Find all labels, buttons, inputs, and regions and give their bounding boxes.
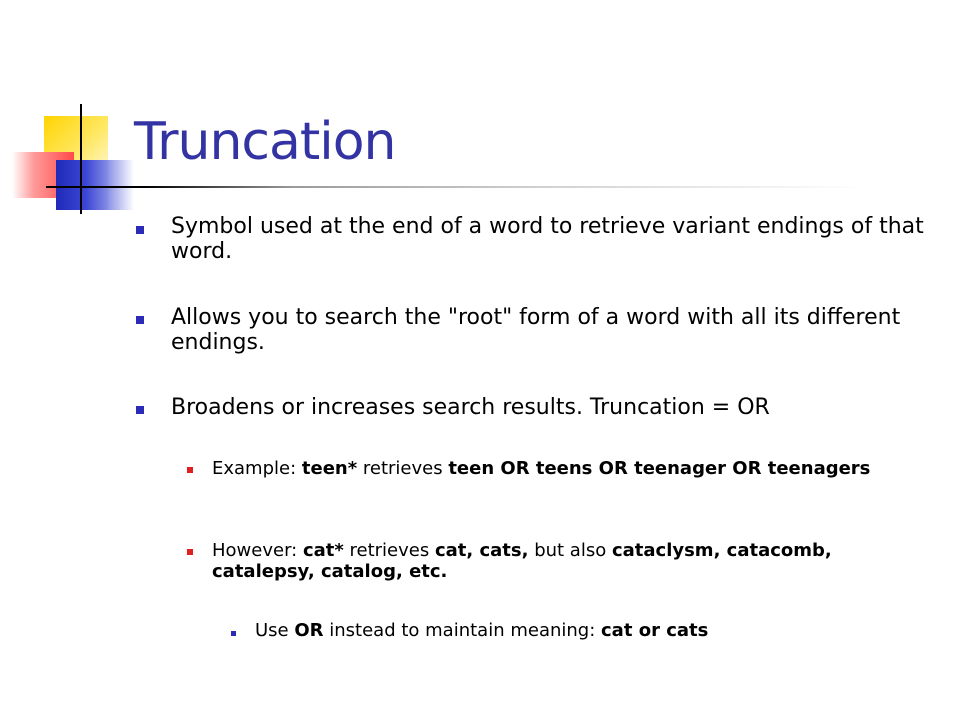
bullet-item-1 xyxy=(171,214,931,264)
bullet-marker-5 xyxy=(187,549,193,555)
slide-title: Truncation xyxy=(134,112,396,172)
bullet-item-6 xyxy=(255,620,875,641)
bullet-text-1: Symbol used at the end of a word to retrieve variant endings of that word. xyxy=(171,214,924,264)
bullet-text-3: Broadens or increases search results. Truncation = OR xyxy=(171,395,770,420)
title-underline xyxy=(46,186,866,188)
bullet-marker-6 xyxy=(231,631,236,636)
bullet-marker-3 xyxy=(136,406,144,414)
bullet-item-5 xyxy=(212,540,902,582)
logo-blue-fade xyxy=(108,160,134,210)
bullet-text-2: Allows you to search the "root" form of a word with all its different endings. xyxy=(171,305,901,355)
logo-vertical-line xyxy=(80,104,82,214)
bullet-item-3 xyxy=(171,395,931,420)
logo-blue-square xyxy=(56,160,110,210)
bullet-marker-1 xyxy=(136,226,144,234)
bullet-item-4 xyxy=(212,458,902,479)
bullet-text-6: Use OR instead to maintain meaning: cat or cats xyxy=(255,620,709,641)
bullet-item-2 xyxy=(171,305,931,355)
bullet-marker-2 xyxy=(136,316,144,324)
bullet-text-4: Example: teen* retrieves teen OR teens OR teenager OR teenagers xyxy=(212,458,871,479)
bullet-marker-4 xyxy=(187,467,193,473)
bullet-text-5: However: cat* retrieves cat, cats, but also cataclysm, catacomb, catalepsy, catalog, etc. xyxy=(212,540,832,582)
